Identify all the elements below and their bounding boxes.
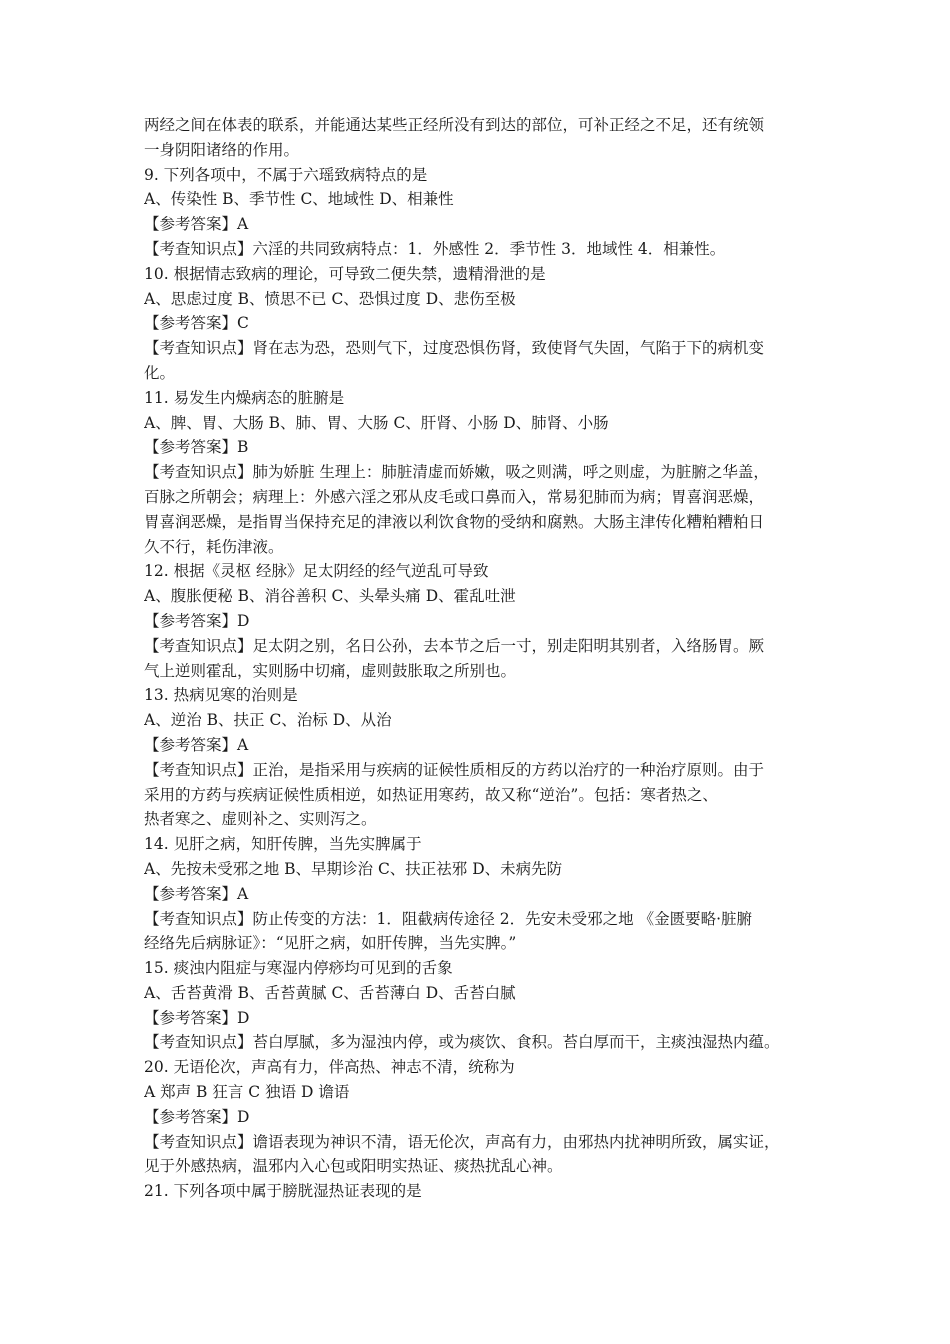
text-line: 化。: [144, 363, 176, 382]
question-13-knowledge: 【考查知识点】正治，是指采用与疾病的证候性质相反的方药以治疗的一种治疗原则。由于: [144, 760, 765, 779]
question-12-options: A、腹胀便秘 B、消谷善积 C、头晕头痛 D、霍乱吐泄: [144, 587, 516, 606]
question-15: 15. 痰浊内阻症与寒湿内停痧均可见到的舌象: [144, 959, 453, 978]
question-10-answer: 【参考答案】C: [144, 314, 249, 333]
question-11-answer: 【参考答案】B: [144, 438, 249, 457]
question-10-options: A、思虑过度 B、愤思不已 C、恐惧过度 D、悲伤至极: [144, 289, 516, 308]
question-20-knowledge: 【考查知识点】谵语表现为神识不清，语无伦次，声高有力，由邪热内扰神明所致，属实证，: [144, 1132, 780, 1151]
text-line: 热者寒之、虚则补之、实则泻之。: [144, 810, 377, 829]
question-14-knowledge: 【考查知识点】防止传变的方法：1．阻截病传途径 2．先安未受邪之地 《金匮要略·脏腑: [144, 909, 753, 928]
question-9: 9. 下列各项中，不属于六瑶致病特点的是: [144, 165, 428, 184]
text-line: 采用的方药与疾病证候性质相逆，如热证用寒药，故又称“逆治”。包括：寒者热之、: [144, 785, 718, 804]
question-13-options: A、逆治 B、扶正 C、治标 D、从治: [144, 711, 392, 730]
question-11-knowledge: 【考查知识点】肺为娇脏 生理上：肺脏清虚而娇嫩，吸之则满，呼之则虚，为脏腑之华盖，: [144, 463, 769, 482]
question-15-options: A、舌苔黄滑 B、舌苔黄腻 C、舌苔薄白 D、舌苔白腻: [144, 983, 516, 1002]
text-line: 久不行，耗伤津液。: [144, 537, 284, 556]
question-10-knowledge: 【考查知识点】肾在志为恐，恐则气下，过度恐惧伤肾，致使肾气失固，气陷于下的病机变: [144, 339, 765, 358]
question-12-answer: 【参考答案】D: [144, 611, 250, 630]
question-20: 20. 无语伦次，声高有力，伴高热、神志不清，统称为: [144, 1058, 515, 1077]
text-line: 两经之间在体表的联系，并能通达某些正经所没有到达的部位，可补正经之不足，还有统领: [144, 116, 765, 134]
question-9-options: A、传染性 B、季节性 C、地域性 D、相兼性: [144, 190, 454, 209]
question-11-options: A、脾、胃、大肠 B、肺、胃、大肠 C、肝肾、小肠 D、肺肾、小肠: [144, 413, 609, 432]
question-21: 21. 下列各项中属于膀胱湿热证表现的是: [144, 1182, 422, 1201]
document-body: [144, 113, 814, 1204]
question-14-answer: 【参考答案】A: [144, 884, 249, 903]
question-20-options: A 郑声 B 狂言 C 独语 D 谵语: [144, 1083, 350, 1102]
text-line: 气上逆则霍乱，实则肠中切痛，虚则鼓胀取之所别也。: [144, 661, 517, 680]
question-9-answer: 【参考答案】A: [144, 215, 249, 234]
question-12-knowledge: 【考查知识点】足太阴之别，名日公孙，去本节之后一寸，别走阳明其别者，入络肠胃。厥: [144, 636, 765, 655]
text-line: 见于外感热病，温邪内入心包或阳明实热证、痰热扰乱心神。: [144, 1157, 563, 1176]
question-13: 13. 热病见寒的治则是: [144, 686, 298, 705]
question-20-answer: 【参考答案】D: [144, 1107, 250, 1126]
question-14: 14. 见肝之病，知肝传脾，当先实脾属于: [144, 835, 422, 854]
text-line: 胃喜润恶燥，是指胃当保持充足的津液以利饮食物的受纳和腐熟。大肠主津传化糟粕糟粕日: [144, 512, 765, 531]
question-15-answer: 【参考答案】D: [144, 1008, 250, 1027]
text-line: 百脉之所朝会；病理上：外感六淫之邪从皮毛或口鼻而入，常易犯肺而为病；胃喜润恶燥，: [144, 487, 765, 506]
question-12: 12. 根据《灵枢 经脉》足太阴经的经气逆乱可导致: [144, 562, 489, 581]
question-14-options: A、先按未受邪之地 B、早期诊治 C、扶正祛邪 D、未病先防: [144, 859, 563, 878]
question-9-knowledge: 【考查知识点】六淫的共同致病特点：1．外感性 2．季节性 3．地域性 4．相兼性。: [144, 239, 726, 258]
text-line: 一身阴阳诸络的作用。: [144, 140, 300, 159]
question-10: 10. 根据情志致病的理论，可导致二便失禁，遗精滑泄的是: [144, 264, 546, 283]
question-13-answer: 【参考答案】A: [144, 735, 249, 754]
text-line: 经络先后病脉证》：“见肝之病，如肝传脾，当先实脾。”: [144, 934, 517, 953]
question-11: 11. 易发生内燥病态的脏腑是: [144, 388, 345, 407]
question-15-knowledge: 【考查知识点】苔白厚腻，多为湿浊内停，或为痰饮、食积。苔白厚而干，主痰浊湿热内蕴。: [144, 1033, 780, 1052]
